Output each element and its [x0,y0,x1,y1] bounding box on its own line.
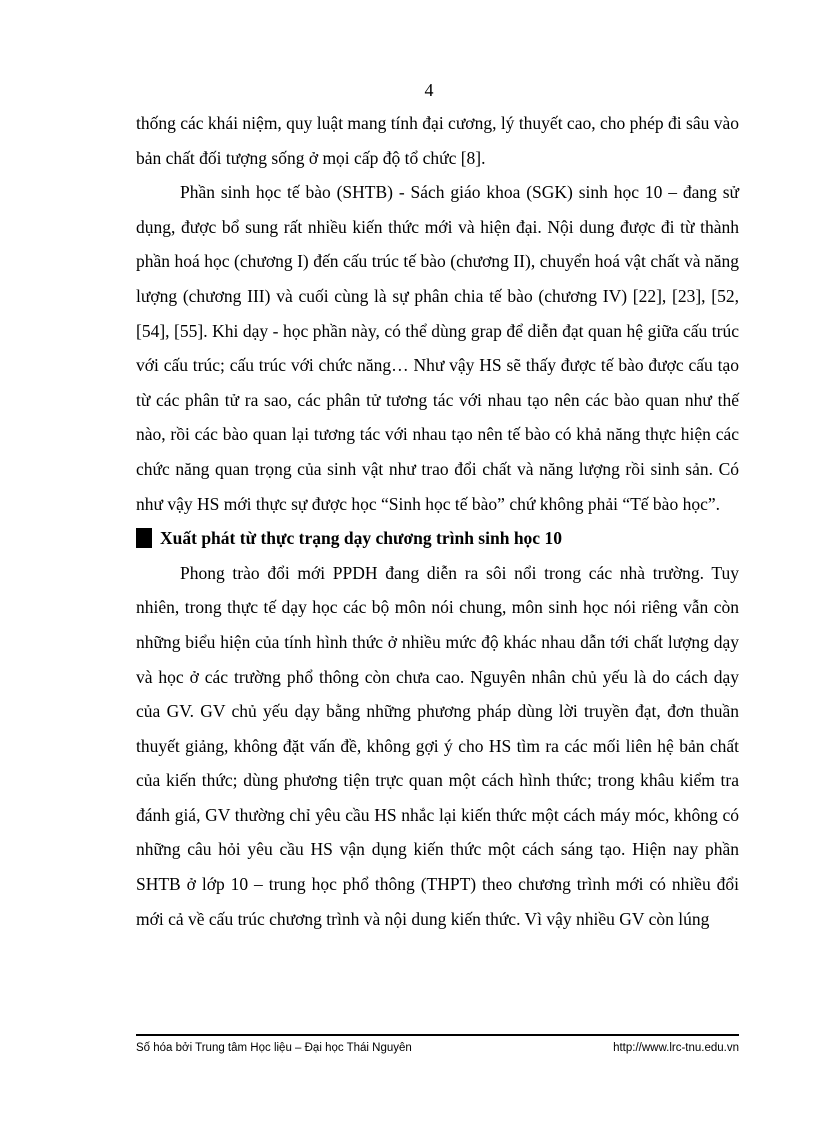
section-heading-text: Xuất phát từ thực trạng dạy chương trình sinh học 10 [160,528,562,549]
document-body [136,106,739,936]
page-footer [136,1040,739,1056]
square-bullet-icon [136,528,152,548]
paragraph-shtb: Phần sinh học tế bào (SHTB) - Sách giáo khoa (SGK) sinh học 10 – đang sử dụng, được bổ sung rất nhiều kiến thức mới và hiện đại. Nội dung được đi từ thành phần hoá học (chương I) đến cấu trúc tế bào (chương II), chuyển hoá vật chất và năng lượng (chương III) và cuối cùng là sự phân chia tế bào (chương IV) [22], [23], [52, [54], [55]. Khi dạy - học phần này, có thể dùng grap để diễn đạt quan hệ giữa cấu trúc với cấu trúc; cấu trúc với chức năng… Như vậy HS sẽ thấy được tế bào được cấu tạo từ các phân tử ra sao, các phân tử tương tác với nhau tạo nên các bào quan như thế nào, rồi các bào quan lại tương tác với nhau tạo nên tế bào có khả năng thực hiện các chức năng quan trọng của sinh vật như trao đổi chất và năng lượng rồi sinh sản. Có như vậy HS mới thực sự được học “Sinh học tế bào” chứ không phải “Tế bào học”. [136,182,739,514]
footer-divider [136,1034,739,1036]
paragraph-continuation: thống các khái niệm, quy luật mang tính đại cương, lý thuyết cao, cho phép đi sâu vào bản chất đối tượng sống ở mọi cấp độ tổ chức [8]. [136,113,739,168]
section-heading [136,521,739,556]
footer-url: http://www.lrc-tnu.edu.vn [613,1042,739,1054]
page-number: 4 [424,80,434,100]
paragraph-ppdh: Phong trào đổi mới PPDH đang diễn ra sôi nổi trong các nhà trường. Tuy nhiên, trong thực tế dạy học các bộ môn nói chung, môn sinh học nói riêng vẫn còn những biểu hiện của tính hình thức ở nhiều mức độ khác nhau dẫn tới chất lượng dạy và học ở các trường phổ thông còn chưa cao. Nguyên nhân chủ yếu là do cách dạy của GV. GV chủ yếu dạy bằng những phương pháp dùng lời truyền đạt, đơn thuần thuyết giảng, không đặt vấn đề, không gợi ý cho HS tìm ra các mối liên hệ bản chất của kiến thức; dùng phương tiện trực quan một cách hình thức; trong khâu kiểm tra đánh giá, GV thường chỉ yêu cầu HS nhắc lại kiến thức một cách máy móc, không có những câu hỏi yêu cầu HS vận dụng kiến thức một cách sáng tạo. Hiện nay phần SHTB ở lớp 10 – trung học phổ thông (THPT) theo chương trình mới có nhiều đổi mới cả về cấu trúc chương trình và nội dung kiến thức. Vì vậy nhiều GV còn lúng [136,562,739,929]
footer-source: Số hóa bởi Trung tâm Học liệu – Đại học Thái Nguyên [136,1042,412,1054]
